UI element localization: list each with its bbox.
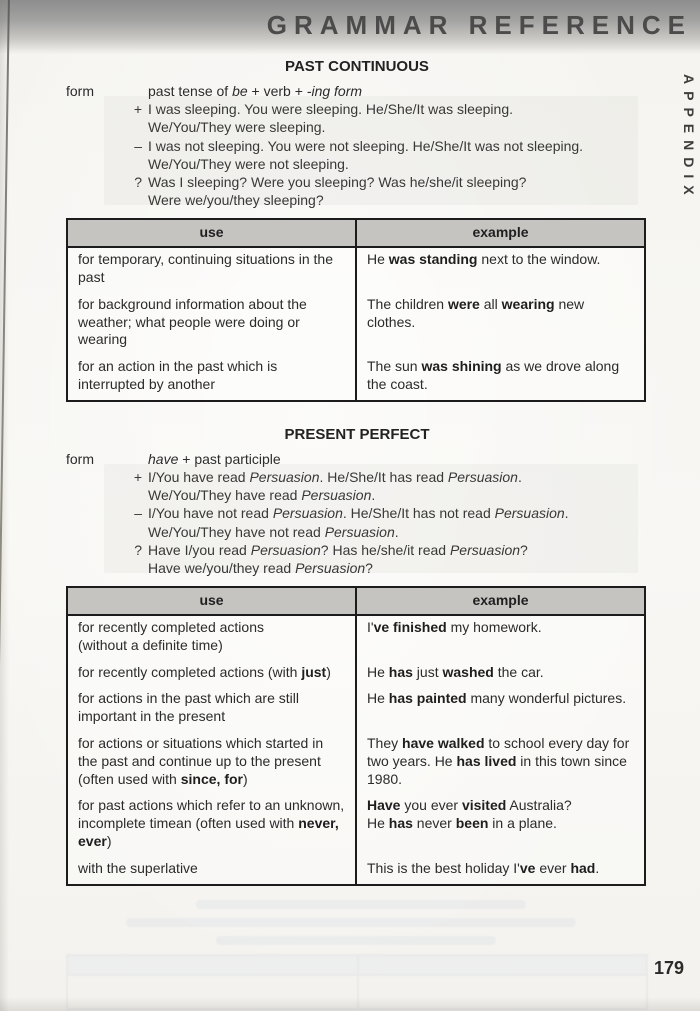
form-label: form — [66, 450, 94, 467]
example-cell: He has just washed the car. — [356, 661, 645, 688]
use-example-table — [66, 218, 646, 401]
page-title: GRAMMAR REFERENCE — [266, 10, 692, 40]
header-banner — [0, 0, 700, 54]
pattern-text: I/You have not read Persuasion. He/She/It has not read Persuasion. We/You/They have not read Persuasion. — [148, 505, 569, 540]
minus-marker: – — [134, 505, 142, 522]
table-row — [67, 794, 645, 856]
table-row — [67, 355, 645, 401]
use-cell: for background information about the weather; what people were doing or wearing — [67, 293, 356, 355]
use-cell: for recently completed actions (with just) — [67, 661, 356, 688]
plus-marker: + — [133, 101, 142, 118]
form-definition-line — [66, 82, 648, 100]
pattern-text: I/You have read Persuasion. He/She/It has read Persuasion. We/You/They have read Persuasion. — [148, 469, 522, 504]
section-heading: PAST CONTINUOUS — [285, 58, 429, 75]
table-row — [67, 615, 645, 661]
showthrough-table-header — [68, 956, 646, 976]
spacer — [66, 173, 120, 209]
showthrough-text-line — [126, 918, 576, 927]
form-label: form — [66, 83, 94, 99]
pattern-text: Have I/you read Persuasion? Has he/she/it read Persuasion? Have we/you/they read Persuasion? — [148, 541, 528, 577]
minus-marker: – — [134, 137, 142, 154]
use-cell: for actions in the past which are still important in the present — [67, 687, 356, 732]
table-row — [67, 661, 645, 688]
use-cell: for an action in the past which is interrupted by another — [67, 355, 356, 401]
example-cell: They have walked to school every day for two years. He has lived in this town since 1980. — [356, 732, 645, 794]
example-cell: Have you ever visited Australia? He has never been in a plane. — [356, 794, 645, 856]
use-cell: for actions or situations which started in the past and continue up to the present (often used with since, for) — [67, 732, 356, 794]
form-definition: past tense of be + verb + -ing form — [148, 83, 363, 99]
reverse-page-showthrough — [66, 896, 648, 1008]
example-cell: The children were all wearing new clothes. — [356, 293, 645, 355]
section-present-perfect — [66, 426, 648, 886]
pattern-line-affirmative — [66, 468, 648, 504]
example-cell: He was standing next to the window. — [356, 247, 645, 293]
example-cell: He has painted many wonderful pictures. — [356, 687, 645, 732]
section-past-continuous — [66, 58, 648, 402]
pattern-line-affirmative — [66, 100, 648, 136]
question-marker: ? — [134, 174, 142, 191]
table-header-row — [67, 219, 645, 247]
spacer — [66, 504, 120, 540]
showthrough-text-line — [216, 936, 496, 945]
spacer — [66, 137, 120, 173]
pattern-line-question — [66, 173, 648, 209]
table-header-row — [67, 587, 645, 615]
form-block — [66, 82, 648, 209]
pattern-line-question — [66, 541, 648, 577]
column-header-use: use — [67, 219, 356, 247]
spacer — [66, 100, 120, 136]
form-definition-line — [66, 450, 648, 468]
use-example-table — [66, 586, 646, 885]
table-row — [67, 247, 645, 293]
pattern-line-negative — [66, 504, 648, 540]
table-row — [67, 293, 645, 355]
example-cell: This is the best holiday I've ever had. — [356, 857, 645, 885]
pattern-text: I was sleeping. You were sleeping. He/She/It was sleeping. We/You/They were sleeping. — [148, 101, 514, 136]
table-row — [67, 687, 645, 732]
marker-blank — [126, 450, 142, 468]
pattern-text: Was I sleeping? Were you sleeping? Was he/she/it sleeping? Were we/you/they sleeping? — [148, 174, 527, 209]
pattern-text: I was not sleeping. You were not sleeping. He/She/It was not sleeping. We/You/They were not sleeping. — [148, 137, 584, 172]
marker-blank — [126, 82, 142, 100]
column-header-example: example — [356, 219, 645, 247]
showthrough-text-line — [196, 900, 526, 909]
spacer — [66, 541, 120, 577]
appendix-side-label: APPENDIX — [681, 74, 697, 202]
example-cell: The sun was shining as we drove along the coast. — [356, 355, 645, 401]
table-row — [67, 857, 645, 885]
question-marker: ? — [134, 541, 142, 558]
page-number: 179 — [653, 958, 684, 978]
pattern-line-negative — [66, 137, 648, 173]
section-heading: PRESENT PERFECT — [284, 425, 430, 443]
page-content — [66, 56, 648, 1008]
scan-edge-shadow — [0, 997, 700, 1011]
form-block — [66, 450, 648, 577]
use-cell: for past actions which refer to an unknown, incomplete timean (often used with never, ever) — [67, 794, 356, 856]
table-row — [67, 732, 645, 794]
column-header-use: use — [67, 587, 356, 615]
use-cell: with the superlative — [67, 857, 356, 885]
use-cell: for recently completed actions (without a definite time) — [67, 615, 356, 661]
example-cell: I've finished my homework. — [356, 615, 645, 661]
form-definition: have + past participle — [148, 450, 281, 467]
use-cell: for temporary, continuing situations in the past — [67, 247, 356, 293]
spacer — [66, 468, 120, 504]
column-header-example: example — [356, 587, 645, 615]
plus-marker: + — [133, 469, 142, 485]
